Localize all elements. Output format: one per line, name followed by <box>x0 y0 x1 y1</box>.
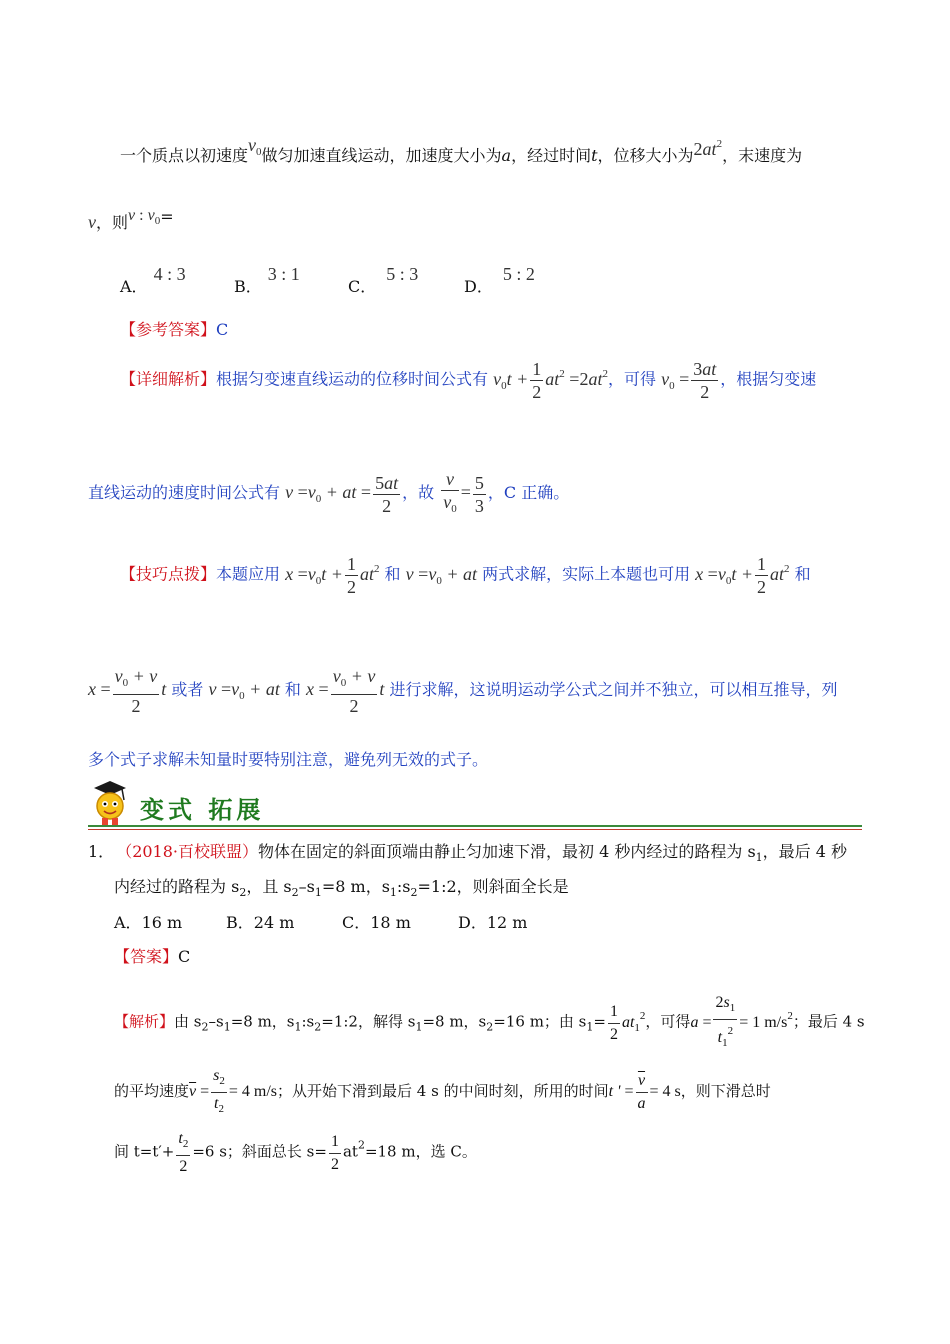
math-s1-formula: $\frac{1}{2}$ $at_1^2$ <box>609 1002 646 1043</box>
analysis-text: 直线运动的速度时间公式有 <box>88 483 281 503</box>
q1-answer <box>120 320 228 340</box>
banner-title: 变式 拓展 <box>140 796 265 824</box>
math-avg-formula: x = $\frac{v_0 + v}{2}$ t <box>88 666 167 716</box>
option-label: C． <box>342 913 371 932</box>
question-text: ，且 s <box>246 877 292 896</box>
q1-analysis-line1 <box>120 358 816 403</box>
answer-value: C <box>178 947 191 966</box>
analysis-text: ，C 正确。 <box>487 483 570 503</box>
q1-tip-line3 <box>88 750 488 770</box>
text-span: =18 m，选 C。 <box>364 1142 477 1161</box>
q2-option-b[interactable] <box>226 913 294 933</box>
q1-text-a: 一个质点以初速度 <box>120 146 249 165</box>
q2-option-a[interactable] <box>114 913 182 933</box>
question-text: –s <box>298 877 315 896</box>
math-v0: $v_0$ <box>248 135 262 158</box>
q1-option-a[interactable] <box>120 262 186 296</box>
text-span: ；最后 4 s <box>792 1012 865 1031</box>
analysis-tag: 【解析】 <box>114 1012 175 1031</box>
text-span: ，则下滑总时 <box>680 1082 771 1101</box>
tip-tag: 【技巧点拨】 <box>120 564 217 584</box>
math-ratio-result: $\frac{v}{v_0}$ = $\frac{5}{3}$ <box>443 469 484 516</box>
question-text: =8 m，s <box>321 877 390 896</box>
q2-line1 <box>88 842 847 868</box>
answer-value: C <box>216 320 229 339</box>
analysis-text: ，故 <box>402 483 435 503</box>
q1-eq: = <box>160 207 174 226</box>
sub-1: 1 <box>755 851 763 864</box>
q1-text-e: ，末速度为 <box>722 146 803 165</box>
option-label: B． <box>226 913 254 932</box>
text-span: =16 m；由 s <box>493 1012 587 1031</box>
q2-line2: 内经过的路程为 $s_2$，且 $s_2-s_1=8$ m，$s_1:s_2=1:2$，则斜面全长是 <box>114 877 569 899</box>
q1-tip-line1 <box>120 553 811 598</box>
q1-option-b[interactable] <box>234 262 300 296</box>
option-value: 12 m <box>486 913 528 932</box>
tip-text: 多个式子求解未知量时要特别注意，避免列无效的式子。 <box>88 750 489 769</box>
tip-text: 和 <box>384 564 401 584</box>
math-disp-formula-2: $x =v_0t$ + $\frac{1}{2}$ $at^2$ <box>695 554 790 597</box>
text-span: at <box>342 1142 358 1161</box>
q2-option-c[interactable] <box>342 913 411 933</box>
analysis-text: ，根据匀变速 <box>720 369 817 389</box>
math-vel-eq: $v =v_0$ + at = $\frac{5at}{2}$ <box>285 472 399 516</box>
tip-text: 和 <box>794 564 811 584</box>
q1-option-c[interactable] <box>348 262 419 296</box>
q2-analysis-line2 <box>114 1065 771 1120</box>
q1-text-c: ，经过时间 <box>511 146 592 165</box>
math-vel-formula: $v =v_0$ + at <box>405 563 477 587</box>
option-value: 24 m <box>253 913 295 932</box>
text-span: =8 m，s <box>422 1012 487 1031</box>
q2-analysis-line3: 间 t=t′+ $\frac{t_2}{2}$ =6 s；斜面总长 s= $\frac{1}{2}$ $at^2=18$ m，选 C。 <box>114 1130 477 1175</box>
question-text: :s <box>396 877 411 896</box>
math-2at2: $2at^2$ <box>693 138 723 159</box>
tip-text: 和 <box>284 680 301 700</box>
graduate-mascot-icon <box>88 778 132 832</box>
q2-option-d[interactable] <box>458 913 527 933</box>
option-label: A． <box>114 913 142 932</box>
tip-text: 进行求解，这说明运动学公式之间并不独立，可以相互推导，列 <box>389 680 838 700</box>
option-value: 18 m <box>370 913 411 932</box>
math-vel-formula-2: $v =v_0$ + at <box>208 679 280 703</box>
option-label: D． <box>458 913 487 932</box>
math-v0-eq: $v_0$ = $\frac{3at}{2}$ <box>661 359 717 402</box>
text-span: =1:2，解得 s <box>321 1012 416 1031</box>
tip-text: 两式求解，实际上本题也可用 <box>482 564 691 584</box>
text-span: =8 m，s <box>230 1012 295 1031</box>
math-avg-vel: $\overline{v}$ = $\frac{s_2}{t_2}$ = 4 m/s <box>189 1067 278 1115</box>
text-span: ；从开始下滑到最后 4 s 的中间时刻，所用的时间 <box>277 1082 609 1101</box>
math-ratio: v : $v_0$ <box>128 207 161 227</box>
question-text: 内经过的路程为 s <box>114 877 240 896</box>
q1-tip-line2 <box>88 665 837 717</box>
math-accel-formula: a = $\frac{2s_1}{t_1^2}$ = 1 $m/s^2$ <box>690 994 793 1049</box>
text-span: =6 s；斜面总长 s= <box>192 1142 327 1161</box>
answer-tag: 【参考答案】 <box>120 320 217 339</box>
math-t2-half: $\frac{t_2}{2}$ <box>178 1130 189 1175</box>
q1-option-d[interactable] <box>464 262 535 296</box>
analysis-text: ，可得 <box>607 369 656 389</box>
text-span: 的平均速度 <box>114 1082 190 1101</box>
text-span: –s <box>208 1012 224 1031</box>
banner-divider-red <box>88 829 862 830</box>
analysis-tag: 【详细解析】 <box>120 369 217 389</box>
q1-analysis-line2 <box>88 468 569 520</box>
q2-answer <box>114 947 190 967</box>
math-v: v <box>88 212 96 232</box>
option-value: 5 : 3 <box>386 264 419 284</box>
question-text: =1:2，则斜面全长是 <box>417 877 569 896</box>
text-span: 间 t=t′+ <box>114 1142 175 1161</box>
option-value: 16 m <box>141 913 183 932</box>
math-disp-formula: $x =v_0t$ + $\frac{1}{2}$ $at^2$ <box>285 554 380 597</box>
banner-divider <box>88 825 862 827</box>
option-label: B． <box>234 277 262 296</box>
tip-text: 或者 <box>171 680 204 700</box>
option-value: 5 : 2 <box>502 264 535 284</box>
text-span: = <box>593 1012 606 1031</box>
tip-text: 本题应用 <box>216 564 281 584</box>
option-label: D． <box>464 277 493 296</box>
q1-text-b: 做匀加速直线运动，加速度大小为 <box>261 146 502 165</box>
option-value: 4 : 3 <box>153 264 186 284</box>
question-number: 1． <box>88 842 115 861</box>
text-span: ，可得 <box>645 1012 691 1031</box>
math-disp-eq: $v_0t$ + $\frac{1}{2}$ $at^2 =2at^2$ <box>493 359 608 402</box>
q1-line2 <box>88 207 174 239</box>
q2-analysis-line1: 【解析】由 $s_2-s_1=8$ m，$s_1:s_2=1:2$，解得 $s_1=8$ m，$s_2=16$ m；由 $s_1=$ $\frac{1}{2}$ $at_1^2$，可得a = $\frac{2s_1}{t_1^2}$ = 1 $m/s^2$；最后 4 s <box>114 994 865 1049</box>
text-span: 由 s <box>174 1012 202 1031</box>
text-span: :s <box>301 1012 315 1031</box>
option-label: A． <box>120 277 148 296</box>
question-text: ，最后 4 秒 <box>762 842 848 861</box>
q1-line1: 一个质点以初速度$v_0$做匀加速直线运动，加速度大小为a，经过时间t，位移大小为$2at^2$，末速度为 <box>120 135 803 165</box>
option-label: C． <box>348 277 377 296</box>
q1-text-d: ，位移大小为 <box>597 146 694 165</box>
math-avg-formula-2: x = $\frac{v_0 + v}{2}$ t <box>306 666 385 716</box>
question-source: （2018·百校联盟） <box>124 842 258 861</box>
option-value: 3 : 1 <box>267 264 300 284</box>
math-half: $\frac{1}{2}$ <box>330 1132 339 1173</box>
analysis-text: 根据匀变速直线运动的位移时间公式有 <box>216 369 489 389</box>
question-text: 物体在固定的斜面顶端由静止匀加速下滑，最初 4 秒内经过的路程为 s <box>258 842 756 861</box>
q1-text-f: ，则 <box>96 213 129 232</box>
answer-tag: 【答案】 <box>114 947 179 966</box>
math-time: t ' = $\frac{\overline{v}}{a}$ = 4 s <box>608 1072 681 1112</box>
